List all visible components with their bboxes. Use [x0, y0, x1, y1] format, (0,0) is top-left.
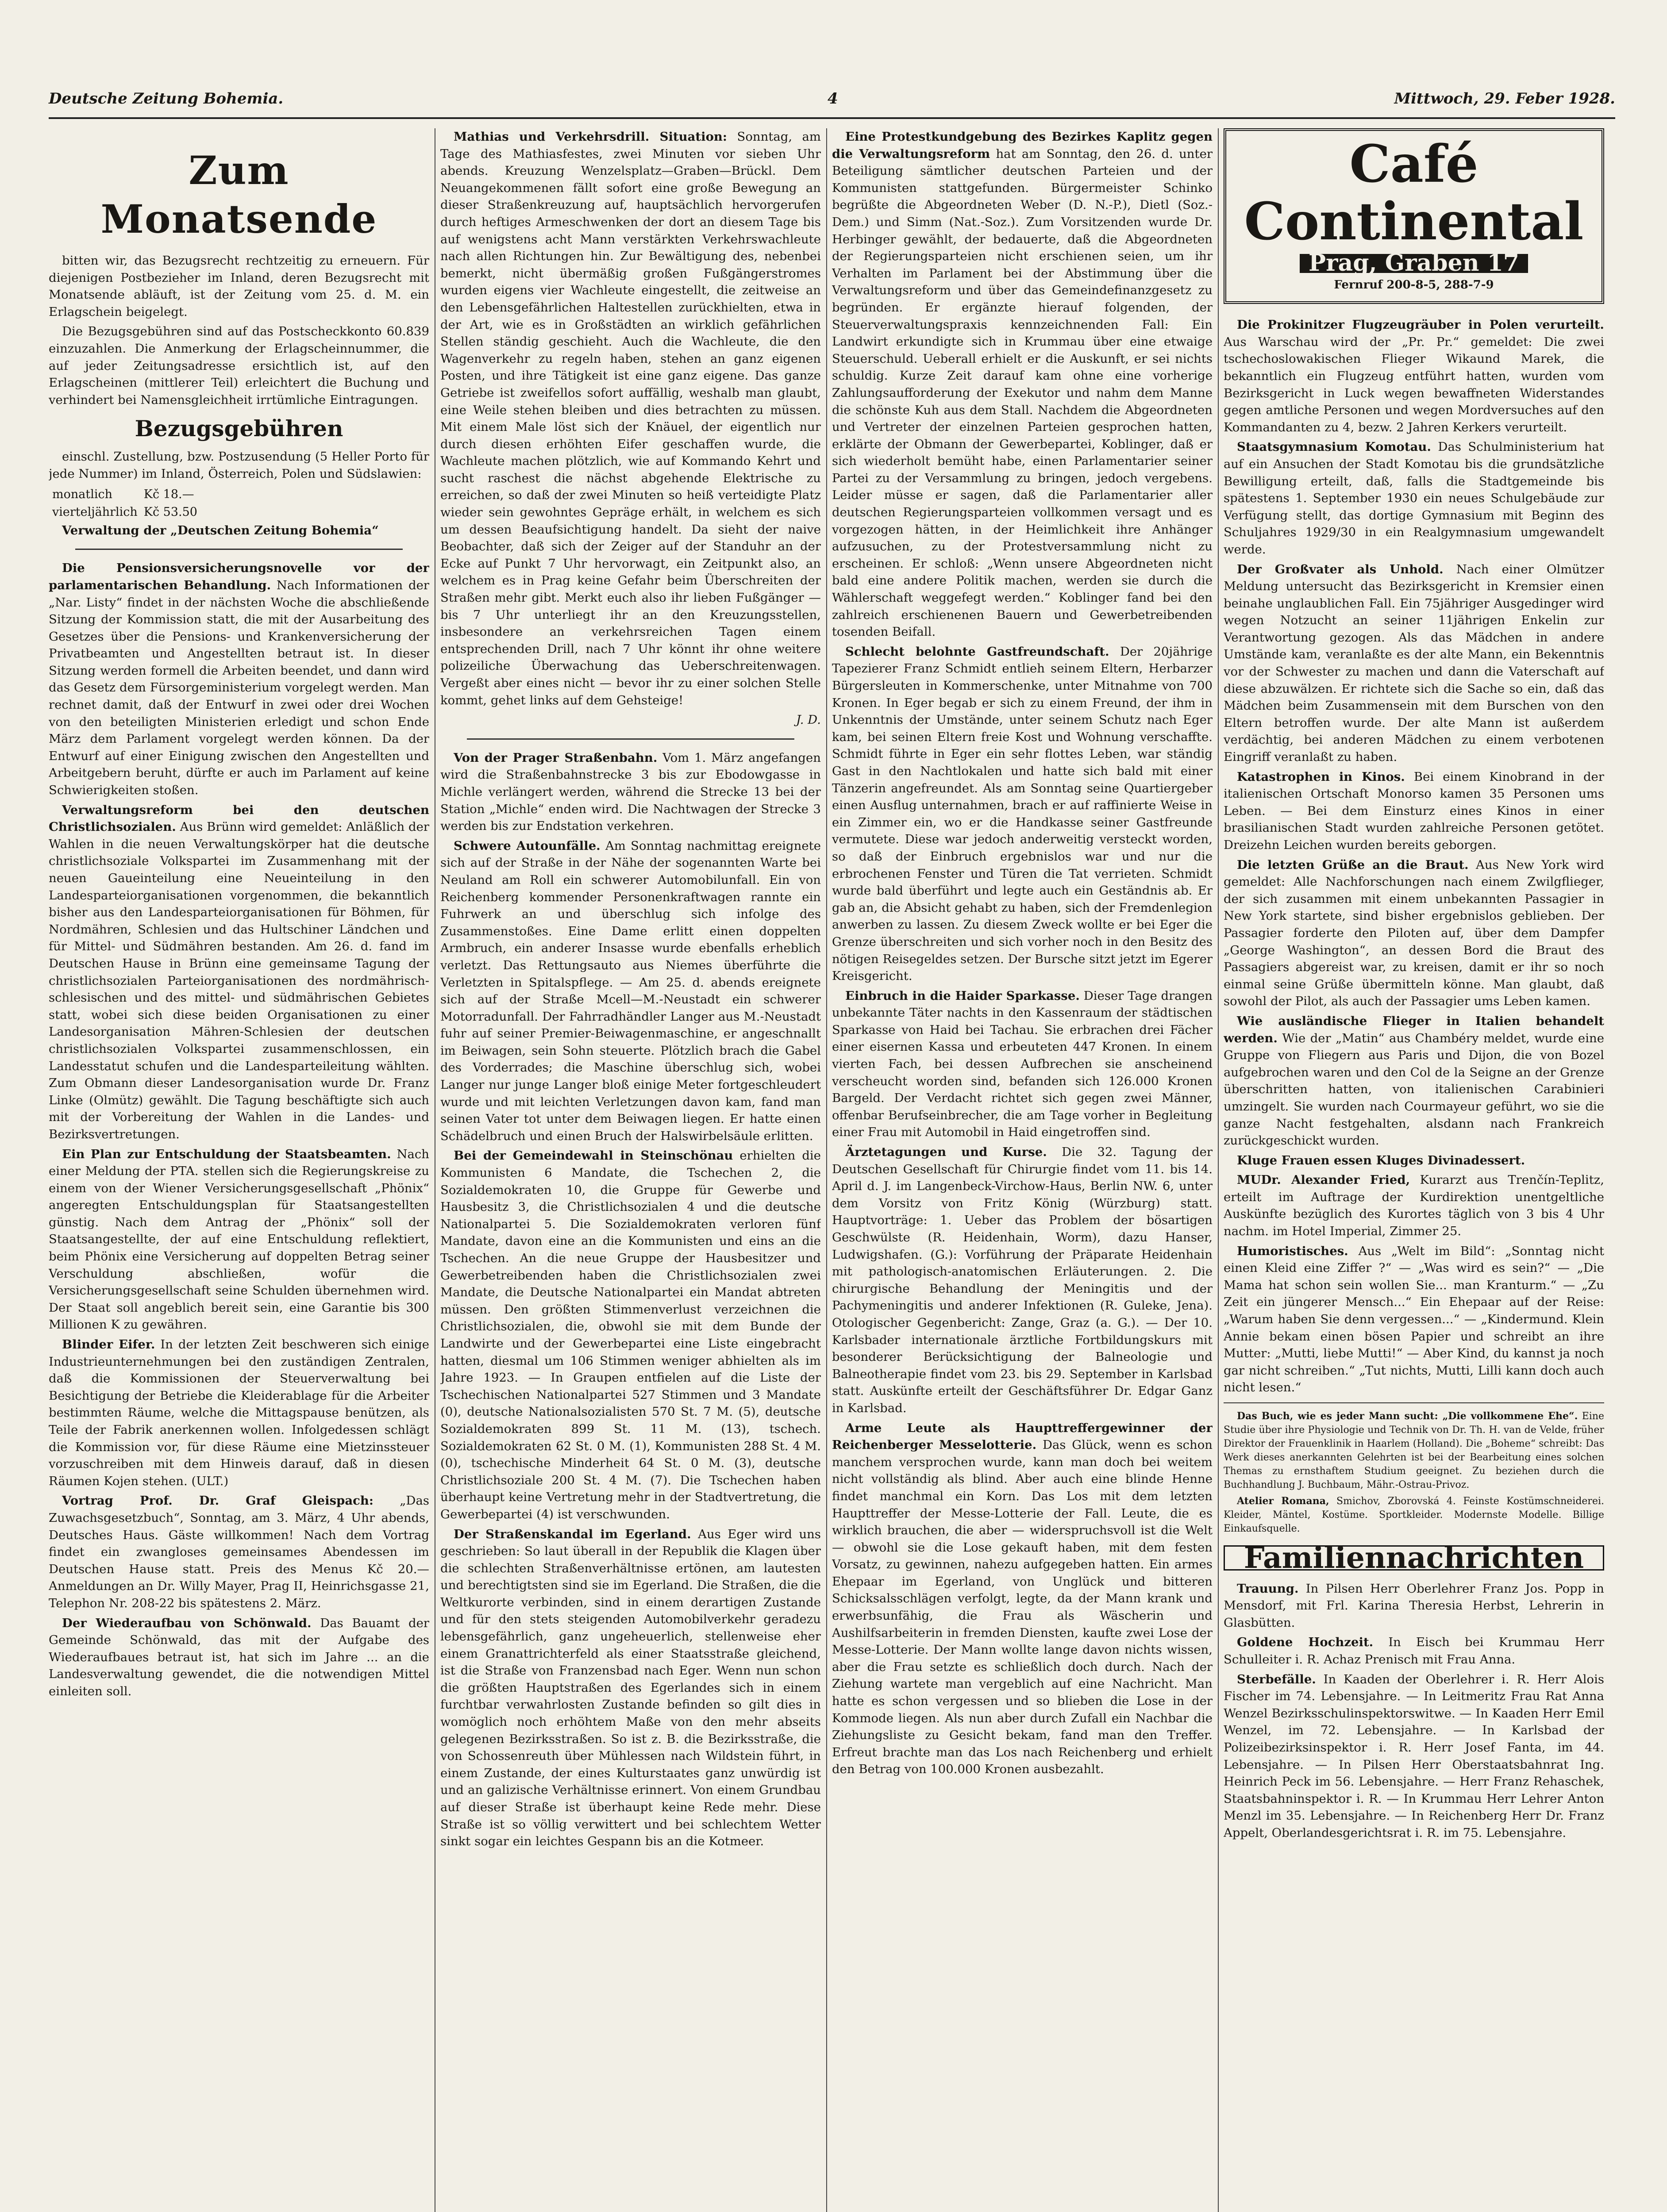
article-text: Aus Brünn wird gemeldet: Anläßlich der Wahlen in die neuen Verwaltungskörper hat die deutsche christlichsoziale Volkspartei im Zusammenhang mit der neuen Gaueinteilung eine Neueinteilung in den Landesparteiorganisationen vorgenommen, die bekanntlich bisher aus den Landesparteiorganisationen für Böhmen, für Nordmähren, Schlesien und das Hultschiner Ländchen und für Mittel- und Südmähren bestanden. Am 26. d. fand im Deutschen Hause in Brünn eine gemeinsame Tagung der christlichsozialen Parteiorganisationen des nordmährisch-schlesischen und des mittel- und südmährischen Gebietes statt, wobei sich diese beiden Organisationen zu einer Landesorganisation Mähren-Schlesien der deutschen christlichsozialen Volkspartei zusammenschlossen, ein Landesstatut schufen und die Landesparteileitung wählten. Zum Obmann dieser Landesorganisation wurde Dr. Franz Linke (Olmütz) gewählt. Die Tagung beschäftigte sich auch mit der Vorbereitung der Wahlen in die Landes- und Bezirksvertretungen.: [49, 820, 429, 1141]
article-headline: Humoristisches.: [1237, 1244, 1348, 1258]
article-text: hat am Sonntag, den 26. d. unter Beteiligung sämtlicher deutschen Parteien und der Kommunisten stattgefunden. Bürgermeister Schinko begrüßte die Abgeordneten Weber (D. N.-P.), Dietl (Soz.-Dem.) und Simm (Nat.-Soz.). Zum Vorsitzenden wurde Dr. Herbinger gewählt, der bedauerte, daß die Abgeordneten der Regierungsparteien nicht erschienen seien, um ihr Verhalten im Parlament bei der Abstimmung über die Verwaltungsreform und über das Gemeindefinanzgesetz zu begründen. Er ergänzte hierauf folgenden, der Steuerverwaltungspraxis kennzeichnenden Fall: Ein Landwirt erkundigte sich in Krummau über eine etwaige Steuerschuld. Ueberall erhielt er die Auskunft, er sei nichts schuldig. Kurze Zeit darauf kam ohne eine vorherige Zahlungsaufforderung der Exekutor und nahm dem Manne die schönste Kuh aus dem Stall. Nachdem die Abgeordneten und Vertreter der einzelnen Parteien gesprochen hatten, erklärte der Obmann der Gewerbepartei, Koblinger, daß er sich wiederholt bemüht habe, einen Parlamentarier seiner Partei zu der Versammlung zu bringen, jedoch vergebens. Leider müsse er sagen, daß die Parlamentarier aller deutschen Regierungsparteien vollkommen versagt und es vorgezogen hätten, in der Heimlichkeit ihre Anhänger aufzusuchen, zu der Protestversammlung nicht zu erscheinen. Er schloß: „Wenn unsere Abgeordneten nicht bald eine andere Politik machen, werden sie durch die Wählerschaft weggefegt werden.“ Koblinger fand bei den zahlreich erschienenen Bauern und Gewerbetreibenden tosenden Beifall.: [832, 146, 1213, 639]
article-text: Aus „Welt im Bild“: „Sonntag nicht einen Kleid eine Ziffer ?“ — „Was wird es sein?“ — „Die Mama hat schon sein wollen Sie... man Kranturm.“ — „Zu Zeit ein jüngerer Mensch...“ Ein Ehepaar auf der Reise: „Warum haben Sie denn vergessen...“ — „Kindermund. Klein Annie bekam einen bösen Papier und schreibt an ihre Mutter: „Mutti, liebe Mutti!“ — Aber Kind, du kannst ja noch gar nicht schreiben.“ „Tut nichts, Mutti, Lilli kann doch auch nicht lesen.“: [1224, 1244, 1604, 1395]
cafe-phone: Fernruf 200-8-5, 288-7-9: [1334, 278, 1494, 292]
article-headline: Der Großvater als Unhold.: [1237, 562, 1444, 576]
article-headline: Das Buch, wie es jeder Mann sucht: „Die vollkommene Ehe“.: [1237, 1410, 1578, 1422]
column-4: [1224, 128, 1604, 2212]
article-text: Das Glück, wenn es schon manchem versprochen wurde, kann man doch bei weitem nicht vollständig als blind. Aber auch eine blinde Henne findet manchmal ein Korn. Das Los mit dem letzten Haupttreffer der Messe-Lotterie der Fall. Leute, die es wirklich brauchen, die aber — widerspruchsvoll ist die Welt — obwohl sie die Lose gekauft haben, mit dem festen Vorsatz, zu gewinnen, nahezu aufgegeben hatten. Ein armes Ehepaar im Egerland, von Unglück und bitteren Schicksalsschlägen verfolgt, legte, da der Mann krank und erwerbsunfähig, die Frau als Wäscherin und Aushilfsarbeiterin in fremden Diensten, kaufte zwei Lose der Messe-Lotterie. Der Mann wollte lange davon nichts wissen, aber die Frau setzte es schließlich doch durch. Nach der Ziehung wartete man vergeblich auf eine Nachricht. Man hatte es schon vergessen und so blieben die Lose in der Kommode liegen. Als nun aber durch Zufall ein Nachbar die Ziehungsliste zu Gesicht bekam, fand man den Treffer. Erfreut brachte man das Los nach Reichenberg und erhielt den Betrag von 100.000 Kronen ausbezahlt.: [832, 1438, 1213, 1777]
column-rule: [826, 128, 827, 2212]
article-headline: Bei der Gemeindewahl in Steinschönau: [454, 1148, 733, 1163]
column-1: [49, 128, 429, 2212]
article-text: In der letzten Zeit beschweren sich einige Industrieunternehmungen bei den zuständigen Zentralen, daß die Kommissionen der Steuerverwaltung bei Besichtigung der Betriebe die Kleiderablage für die Arbeiter bestimmten Räume, welche die Mittagspause benützen, als Teile der Fabrik anerkennen wollen. Infolgedessen schlägt die Kommission vor, für diese Räume eine Mietzinssteuer vorzuschreiben mit dem Hinweis darauf, daß in diesen Räumen Kojen stehen. (ULT.): [49, 1337, 429, 1488]
article-text: In Pilsen Herr Oberlehrer Franz Jos. Popp in Mensdorf, mit Frl. Karina Theresia Herbst, Lehrerin in Glasbütten.: [1224, 1581, 1604, 1630]
cafe-advertisement: [1224, 128, 1604, 304]
separator: [467, 738, 794, 740]
article-headline: Die letzten Grüße an die Braut.: [1237, 857, 1469, 872]
article-headline: Vortrag Prof. Dr. Graf Gleispach:: [62, 1494, 374, 1508]
page-number: 4: [828, 90, 838, 108]
fee-quarter-value: Kč 53.50: [143, 505, 197, 519]
separator: [75, 549, 403, 550]
article-headline: Der Straßenskandal im Egerland.: [454, 1527, 691, 1541]
article-text: Aus Eger wird uns geschrieben: So laut überall in der Republik die Klagen über die schlechten Straßenverhältnisse ertönen, am lautesten und berechtigtsten sind sie im Egerland. Die Straßen, die die Weltkurorte verbinden, sind in einem derartigen Zustande und für den stets steigenden Automobilverkehr geradezu lebensgefährlich, ganz ungeheuerlich, stellenweise eher einem Granattrichterfeld als einer Staatsstraße gleichend, ist die Straße von Franzensbad nach Eger. Wenn nun schon die größten Hauptstraßen des Egerlandes sich in einem furchtbar verwahrlosten Zustande befinden so gilt dies in womöglich noch erhöhtem Maße von den mehr abseits gelegenen Bezirksstraßen. So ist z. B. die Bezirksstraße, die von Schossenreuth über Mühlessen nach Wildstein führt, in einem Zustande, der eines Kulturstaates ganz unwürdig ist und an galizische Verhältnisse erinnert. Von einem Grundbau auf dieser Straße ist überhaupt keine Rede mehr. Diese Straße ist so völlig verwittert und bei schlechtem Wetter sinkt sogar ein leichtes Gespann bis an die Kotmeer.: [440, 1527, 821, 1849]
separator: [1224, 1402, 1604, 1403]
fee-quarter-label: vierteljährlich: [52, 505, 138, 519]
article-text: Wie der „Matin“ aus Chambéry meldet, wurde eine Gruppe von Fliegern aus Paris und Dijon, die von Bozel aufgebrochen waren und den Col de la Seigne an der Grenze überschritten hatten, von italienischen Carabinieri umzingelt. Sie wurden nach Courmayeur geführt, wo sie die ganze Nacht festgehalten, alsdann nach Frankreich zurückgeschickt wurden.: [1224, 1031, 1604, 1148]
article-text: erhielten die Kommunisten 6 Mandate, die Tschechen 2, die Sozialdemokraten 10, die Gruppe für Gewerbe und Hausbesitz 3, die Christlichsozialen 4 und die deutsche Nationalpartei 5. Die Sozialdemokraten verloren fünf Mandate, davon eine an die Kommunisten und eins an die Tschechen. An die neue Gruppe der Hausbesitzer und Gewerbetreibenden haben die Christlichsozialen zwei Mandate, die Deutsche Nationalpartei ein Mandat abtreten müssen. Den größten Stimmenverlust verzeichnen die Christlichsozialen, die, obwohl sie mit dem Bunde der Landwirte und der Gewerbepartei eine Liste eingebracht hatten, diesmal um 106 Stimmen weniger abhielten als im Jahre 1923. — In Graupen entfielen auf die Liste der Tschechischen Nationalpartei 527 Stimmen und 3 Mandate (0), deutsche Nationalsozialisten 570 St. 7 M. (5), deutsche Sozialdemokraten 899 St. 11 M. (13), tschech. Sozialdemokraten 62 St. 0 M. (1), Kommunisten 288 St. 4 M. (0), tschechische Minderheit 64 St. 0 M. (3), deutsche Christlichsoziale 200 St. 4 M. (7). Die Tschechen haben überhaupt keine Vertretung mehr in der Stadtvertretung, die Gewerbepartei (4) ist verschwunden.: [440, 1148, 821, 1521]
article-headline: Staatsgymnasium Komotau.: [1237, 440, 1431, 454]
article-headline: Blinder Eifer.: [62, 1337, 155, 1352]
article-headline: Eine Protestkundgebung des Bezirkes Kaplitz gegen die Verwaltungsreform: [832, 130, 1213, 161]
fees-table: [49, 485, 201, 522]
article-text: Sonntag, am Tage des Mathiasfestes, zwei Minuten vor sieben Uhr abends. Kreuzung Wenzelsplatz—Graben—Brückl. Dem Neuangekommenen fällt sofort eine große Bewegung an dieser Straßenkreuzung auf, hauptsächlich hervorgerufen durch heftiges Armeschwenken der dort an diesem Tage bis auf wenigstens acht Mann verstärkten Verkehrswachleute nach allen Richtungen hin. Zur Bewältigung des, nebenbei bemerkt, nicht übermäßig großen Fußgängerstromes wurden eigens vier Wachleute eingestellt, die zeitweise an den Lebensgefährlichen Haltestellen zurückhielten, etwa in der Art, wie es in Großstädten an wirklich gefährlichen Stellen ständig geschieht. Auch die Wachleute, die den Wagenverkehr zu regeln haben, stehen an ganz eigenen Posten, und ihre Tätigkeit ist eine ganz eigene. Das ganze Getriebe ist zweifellos sofort auffällig, weshalb man glaubt, eine Weile stehen bleiben und dies betrachten zu müssen. Mit einem Male löst sich der Knäuel, der eigentlich nur durch diesen erhöhten Eifer geschaffen wurde, die Wachleute machen plötzlich, wie auf Kommando Kehrt und sucht raschest die nächst abgehende Elektrische zu erreichen, so daß der zwei Minuten so heiß verteidigte Platz wieder sein gewohntes Gepräge erhält, in welchem es sich um dessen Beaufsichtigung handelt. Da sieht der naive Beobachter, daß sich der Zeiger auf der Standuhr an der Ecke auf Punkt 7 Uhr hervorwagt, ein Zeitpunkt also, an welchem es in Prag keine Gefahr beim Überschreiten der Straßen mehr gibt. Merkt euch also ihr lieben Fußgänger — bis 7 Uhr unterliegt ihr an den Kreuzungsstellen, insbesondere an verkehrsreichen Tagen einem entsprechenden Drill, nach 7 Uhr könnt ihr ohne weitere polizeiliche Überwachung das Ueberschreitenwagen. Vergeßt aber eines nicht — bevor ihr zu einer solchen Stelle kommt, gehet links auf dem Gehsteige!: [440, 130, 821, 707]
fee-monthly-value: Kč 18.—: [143, 487, 194, 501]
article-text: Eine Studie über ihre Physiologie und Technik von Dr. Th. H. van de Velde, früher Direktor der Frauenklinik in Haarlem (Holland). Die „Boheme“ schreibt: Das Werk dieses anerkannten Gelehrten ist bei der Bearbeitung eines solchen Themas zu ernsthaftem Studium geeignet. Zu beziehen durch die Buchhandlung J. Buchbaum, Mähr.-Ostrau-Privoz.: [1224, 1411, 1604, 1490]
column-3: [832, 128, 1213, 2212]
article-headline: Goldene Hochzeit.: [1237, 1635, 1374, 1650]
article-headline: Die Pensionsversicherungsnovelle vor der parlamentarischen Behandlung.: [49, 561, 429, 592]
article-headline: Ein Plan zur Entschuldung der Staatsbeamten.: [62, 1147, 391, 1161]
fees-heading: Bezugsgebühren: [135, 415, 343, 442]
column-2: [440, 128, 821, 2212]
article-headline: Schlecht belohnte Gastfreundschaft.: [845, 644, 1109, 659]
article-text: Der 20jährige Tapezierer Franz Schmidt entlieh seinem Eltern, Herbarzer Bürgersleuten in Kommerschenke, unter Mitnahme von 700 Kronen. In Eger begab er sich zu einem Freund, der ihm in Unkenntnis der Umstände, unter seinem Schutz nach Eger kam, bei seinen Eltern freie Kost und Wohnung verschaffte. Schmidt führte in Eger ein sehr flottes Leben, war ständig Gast in den Nachtlokalen und hatte sich bald mit einer Tänzerin angefreundet. Als am Sonntag seine Quartiergeber einen Ausflug unternahmen, brach er auf raffinierte Weise in ein Zimmer ein, wo er die Handkasse seiner Gastfreunde vermutete. Diese war jedoch anderweitig versteckt worden, so daß der Einbruch ergebnislos war und nur die erbrochenen Fenster und Türen die Tat verrieten. Schmidt wurde bald überführt und legte auch ein Geständnis ab. Er gab an, die Absicht gehabt zu haben, sich der Fremdenlegion anwerben zu lassen. Zu diesem Zweck wollte er bei Eger die Grenze überschreiten und sich vorher noch in den Besitz des nötigen Reisegeldes setzen. Der Bursche sitzt jetzt im Egerer Kreisgericht.: [832, 644, 1213, 983]
article-text: Das Bauamt der Gemeinde Schönwald, das mit der Aufgabe des Wiederaufbaues betraut ist, hat sich im Jahre ... an die Landesverwaltung gewendet, die die notwendigen Mittel einleiten soll.: [49, 1616, 429, 1698]
article-text: Nach einer Olmützer Meldung untersucht das Bezirksgericht in Kremsier einen beinahe unglaublichen Fall. Ein 75jähriger Ausgedinger wird wegen Notzucht an seiner 11jährigen Enkelin zur Verantwortung gezogen. Als das Mädchen in andere Umstände kam, veranlaßte es der alte Mann, ein Bekenntnis vor der Schwester zu machen und dann die Vaterschaft auf diese abzuwälzen. Er richtete sich die Sache so ein, daß das Mädchen beim Zusammensein mit dem Burschen von den Eltern betroffen wurde. Der alte Mann ist außerdem verdächtig, bei anderen Mädchen zu einem verbotenen Eingriff veranlaßt zu haben.: [1224, 562, 1604, 764]
article-headline: Katastrophen in Kinos.: [1237, 769, 1405, 784]
article-headline: Mathias und Verkehrsdrill. Situation:: [454, 130, 728, 144]
running-header: [49, 82, 1615, 119]
article-headline: Die Prokinitzer Flugzeugräuber in Polen verurteilt.: [1237, 318, 1604, 332]
article-headline: Der Wiederaufbau von Schönwald.: [62, 1616, 312, 1630]
administration-line: Verwaltung der „Deutschen Zeitung Bohemia“: [62, 523, 379, 538]
article-text: Bei einem Kinobrand in der italienischen Ortschaft Monorso kamen 35 Personen ums Leben. — Bei dem Einsturz eines Kinos in einer brasilianischen Stadt wurden zahlreiche Personen getötet. Dreizehn Leichen wurden bereits geborgen.: [1224, 769, 1604, 852]
article-text: Aus Warschau wird der „Pr. Pr.“ gemeldet: Die zwei tschechoslowakischen Flieger Wikaund Marek, die bekanntlich ein Flugzeug entführt hatten, wurden vom Bezirksgericht in Luck wegen bewaffneten Widerstandes gegen amtliche Personen und wegen Mordversuches auf den Kommandanten zu 4, bezw. 2 Jahren Kerkers verurteilt.: [1224, 334, 1604, 434]
article-text: Die 32. Tagung der Deutschen Gesellschaft für Chirurgie findet vom 11. bis 14. April d. J. im Langenbeck-Virchow-Haus, Berlin NW. 6, unter dem Vorsitz von Fritz König (Würzburg) statt. Hauptvorträge: 1. Ueber das Problem der bösartigen Geschwülste (R. Heidenhain, Worm), dazu Hanser, Ludwigshafen. (G.): Vorführung der Präparate Heidenhain mit pathologisch-anatomischen Erläuterungen. 2. Die chirurgische Behandlung der Meningitis und der Pachymeningitis und anderer Infektionen (R. Guleke, Jena). Otologischer Gegenbericht: Zange, Graz (a. G.). — Der 10. Karlsbader internationale ärztliche Fortbildungskurs mit besonderer Berücksichtigung der Balneologie und Balneotherapie findet vom 23. bis 29. September in Karlsbad statt. Auskünfte erteilt der Geschäftsführer Dr. Edgar Ganz in Karlsbad.: [832, 1145, 1213, 1415]
article-headline: Sterbefälle.: [1237, 1672, 1316, 1686]
cafe-name: Café Continental: [1244, 134, 1584, 252]
article-text: Am Sonntag nachmittag ereignete sich auf der Straße in der Nähe der sogenannten Warte bei Neuland am Roll ein schwerer Automobilunfall. Ein von Reichenberg kommender Personenkraftwagen rannte ein Fuhrwerk an und überschlug sich infolge des Zusammenstoßes. Eine Dame erlitt einen doppelten Armbruch, ein anderer Insasse wurde ebenfalls erheblich verletzt. Das Rettungsauto aus Niemes überführte die Verletzten in Spitalspflege. — Am 25. d. abends ereignete sich auf der Straße Mcell—M.-Neustadt ein schwerer Motorradunfall. Der Fahrradhändler Langer aus M.-Neustadt fuhr auf seiner Premier-Beiwagenmaschine, er angeschnallt im Beiwagen, sein Sohn steuerte. Plötzlich brach die Gabel des Vorderrades; die Maschine überschlug sich, wobei Langer nur junge Langer bloß einige Meter fortgeschleudert wurde und mit leichten Verletzungen davon kam, fand man seinen Vater tot unter dem Beiwagen liegen. Er hatte einen Schädelbruch und einen Bruch der Halswirbelsäule erlitten.: [440, 838, 821, 1143]
article-text: Aus New York wird gemeldet: Alle Nachforschungen nach einem Zwilgflieger, der sich zusammen mit einem unbekannten Passagier in New York startete, sind bisher ergebnislos geblieben. Der Passagier forderte den Piloten auf, über dem Dampfer „George Washington“, an dessen Bord die Braut des Passagiers abgereist war, zu kreisen, damit er ihr so noch einmal seine Grüße übermitteln könne. Man glaubt, daß sowohl der Pilot, als auch der Passagier ums Leben kamen.: [1224, 857, 1604, 1009]
author-signature: J. D.: [796, 713, 821, 727]
column-rule: [1218, 128, 1219, 2212]
article-headline: Atelier Romana,: [1237, 1495, 1329, 1507]
article-headline: Schwere Autounfälle.: [454, 838, 601, 853]
newspaper-name: Deutsche Zeitung Bohemia.: [49, 90, 284, 108]
article-text: Das Schulministerium hat auf ein Ansuchen der Stadt Komotau bis die grundsätzliche Bewilligung erteilt, daß, falls die Stadtgemeinde bis spätestens 1. September 1930 ein neues Schulgebäude zur Verfügung stellt, das dortige Gymnasium mit Beginn des Schuljahres 1929/30 in ein Realgymnasium umgewandelt werde.: [1224, 440, 1604, 557]
article-text: Smichov, Zborovská 4. Feinste Kostümschneiderei. Kleider, Mäntel, Kostüme. Sportkleider. Modernste Modelle. Billige Einkaufsquelle.: [1224, 1496, 1604, 1534]
article-headline: Wie ausländische Flieger in Italien behandelt werden.: [1224, 1014, 1604, 1045]
fee-monthly-label: monatlich: [52, 487, 112, 501]
article-headline: Von der Prager Straßenbahn.: [454, 750, 658, 765]
fees-intro: einschl. Zustellung, bzw. Postzusendung (5 Heller Porto für jede Nummer) im Inland, Österreich, Polen und Südslawien:: [49, 449, 429, 481]
article-headline: Verwaltungsreform bei den deutschen Christlichsozialen.: [49, 803, 429, 834]
article-text: Dieser Tage drangen unbekannte Täter nachts in den Kassenraum der städtischen Sparkasse von Haid bei Tachau. Sie erbrachen drei Fächer einer eisernen Kassa und erbeuteten 447 Kronen. In einem vierten Fach, bei dessen Aufbrechen sie anscheinend verscheucht worden sind, befanden sich 126.000 Kronen Bargeld. Der Verdacht richtet sich gegen zwei Männer, offenbar Berufseinbrecher, die am Tage vorher in Begleitung einer Frau mit Automobil in Haid eingetroffen sind.: [832, 988, 1213, 1140]
article-text: Kurarzt aus Trenčín-Teplitz, erteilt im Auftrage der Kurdirektion unentgeltliche Auskünfte bezüglich des Kurortes täglich von 3 bis 4 Uhr nachm. im Hotel Imperial, Zimmer 25.: [1224, 1173, 1604, 1239]
family-news-heading: Familiennachrichten: [1224, 1545, 1604, 1571]
monatsende-heading: Zum Monatsende: [100, 147, 377, 242]
issue-date: Mittwoch, 29. Feber 1928.: [1394, 90, 1615, 108]
article-text: In Kaaden der Oberlehrer i. R. Herr Alois Fischer im 74. Lebensjahre. — In Leitmeritz Frau Rat Anna Wenzel Bezirksschulinspektorswitwe. — In Kaaden Herr Emil Wenzel, im 72. Lebensjahre. — In Karlsbad der Polizeibezirksinspektor i. R. Herr Josef Fanta, im 44. Lebensjahre. — In Pilsen Herr Oberstaatsbahnrat Ing. Heinrich Peck im 56. Lebensjahre. — Herr Franz Rehaschek, Staatsbahninspektor i. R. — In Krummau Herr Lehrer Anton Menzl im 35. Lebensjahre. — In Reichenberg Herr Dr. Franz Appelt, Oberlandesgerichtsrat i. R. im 75. Lebensjahre.: [1224, 1672, 1604, 1840]
article-headline: MUDr. Alexander Fried,: [1237, 1173, 1410, 1187]
cafe-address: Prag, Graben 17: [1300, 254, 1528, 273]
article-text: Vom 1. März angefangen wird die Straßenbahnstrecke 3 bis zur Ebodowgasse in Michle verlängert werden, während die Strecke 13 bei der Station „Michle“ enden wird. Die Nachtwagen der Strecke 3 werden bis zur Endstation verkehren.: [440, 750, 821, 833]
article-headline: Arme Leute als Haupttreffergewinner der Reichenberger Messelotterie.: [832, 1421, 1213, 1452]
article-text: Nach einer Meldung der PTA. stellen sich die Regierungskreise zu einem von der Wiener Versicherungsgesellschaft „Phönix“ angeregten Entschuldungsplan für Staatsangestellten günstig. Nach dem Antrag der „Phönix“ soll der Staatsangestellte, der auf eine Entschuldung reflektiert, beim Phönix eine Versicherung auf doppelten Betrag seiner Verschuldung abschließen, wofür die Versicherungsgesellschaft seine Schulden übernehmen wird. Der Staat soll angeblich bereit sein, eine Garantie bis 300 Millionen K zu gewähren.: [49, 1147, 429, 1332]
article-headline: Trauung.: [1237, 1581, 1299, 1596]
article-headline: Einbruch in die Haider Sparkasse.: [845, 988, 1080, 1003]
monatsende-text: bitten wir, das Bezugsrecht rechtzeitig zu erneuern. Für diejenigen Postbezieher im Inland, deren Bezugsrecht mit Monatsende abläuft, ist der Zeitung vom 25. d. M. ein Erlagschein beigelegt.: [49, 253, 429, 319]
monatsende-text-2: Die Bezugsgebühren sind auf das Postscheckkonto 60.839 einzuzahlen. Die Anmerkung der Erlagscheinnummer, die auf jeder Zeitungsadresse ersichtlich ist, auf den Erlagscheinen (mittlerer Teil) erleichtert die Buchung und verhindert bei Namensgleichheit irrtümliche Eintragungen.: [49, 324, 429, 407]
article-text: „Das Zuwachsgesetzbuch“, Sonntag, am 3. März, 4 Uhr abends, Deutsches Haus. Gäste willkommen! Nach dem Vortrag findet ein zwangloses gemeinsames Abendessen im Deutschen Hause statt. Preis des Menus Kč 20.— Anmeldungen an Dr. Willy Mayer, Prag II, Heinrichsgasse 21, Telephon Nr. 208-22 bis spätestens 2. März.: [49, 1494, 429, 1610]
article-text: Nach Informationen der „Nar. Listy“ findet in der nächsten Woche die abschließende Sitzung der Kommission statt, die mit der Ausarbeitung des Gesetzes über die Pensions- und Krankenversicherung der Privatbeamten und Angestellten betraut ist. In dieser Sitzung werden formell die Arbeiten beendet, und dann wird das Gesetz dem Fürsorgeministerium vorgelegt werden. Man rechnet damit, daß der Entwurf in zwei oder drei Wochen von den beteiligten Ministerien erledigt und schon Ende März dem Parlament vorgelegt werden können. Da der Entwurf auf einer Einigung zwischen den Angestellten und Arbeitgebern beruht, dürfte er auch im Parlament auf keine Schwierigkeiten stoßen.: [49, 578, 429, 798]
article-text: In Eisch bei Krummau Herr Schulleiter i. R. Achaz Prenisch mit Frau Anna.: [1224, 1635, 1604, 1667]
article-headline: Ärztetagungen und Kurse.: [845, 1145, 1047, 1160]
advertisement-line: Kluge Frauen essen Kluges Divinadessert.: [1237, 1153, 1525, 1167]
